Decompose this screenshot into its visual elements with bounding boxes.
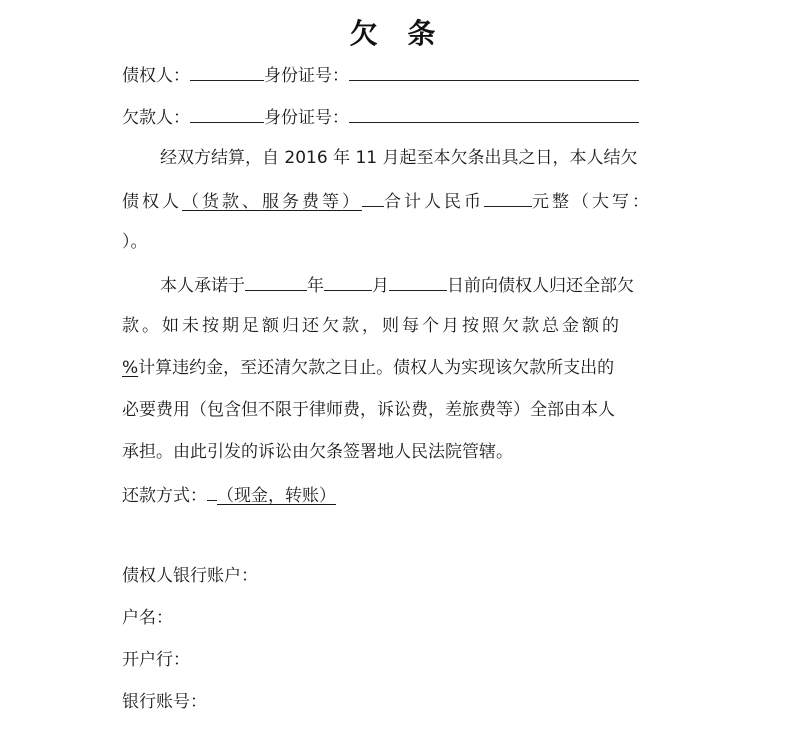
repayment-lead-blank bbox=[207, 482, 217, 501]
p1-goods-blank bbox=[362, 188, 384, 207]
document-title: 欠 条 bbox=[349, 17, 446, 50]
account-number-label: 银行账号： bbox=[122, 692, 207, 712]
p1-creditor-text: 债权人 bbox=[122, 192, 182, 212]
p2-day-text: 日前向债权人归还全部欠 bbox=[447, 276, 634, 296]
p1-goods-services: （货款、服务费等） bbox=[182, 192, 362, 212]
year-blank[interactable] bbox=[245, 272, 307, 291]
bank-branch-label: 开户行： bbox=[122, 650, 190, 670]
creditor-label: 债权人： bbox=[122, 66, 190, 86]
p2-line-3 bbox=[122, 356, 614, 380]
p2-line-5: 承担。由此引发的诉讼由欠条签署地人民法院管辖。 bbox=[122, 442, 513, 462]
repayment-method-line bbox=[122, 482, 336, 508]
p2-line-1 bbox=[160, 272, 634, 298]
debtor-id-blank[interactable] bbox=[349, 104, 639, 123]
p2-year-text: 年 bbox=[307, 276, 324, 296]
creditor-line bbox=[122, 62, 639, 88]
day-blank[interactable] bbox=[389, 272, 447, 291]
penalty-rate-blank[interactable]: % bbox=[122, 358, 139, 378]
month-blank[interactable] bbox=[324, 272, 372, 291]
p1-yuan-text: 元整（大写： bbox=[532, 192, 652, 212]
creditor-id-blank[interactable] bbox=[349, 62, 639, 81]
p2-promise-text: 本人承诺于 bbox=[160, 276, 245, 296]
debtor-id-label: 身份证号： bbox=[264, 108, 349, 128]
p1-total-text: 合计人民币 bbox=[384, 192, 484, 212]
debtor-name-blank[interactable] bbox=[190, 104, 264, 123]
bank-account-heading: 债权人银行账户： bbox=[122, 566, 258, 586]
creditor-name-blank[interactable] bbox=[190, 62, 264, 81]
p2-penalty-text: 计算违约金，至还清欠款之日止。债权人为实现该欠款所支出的 bbox=[138, 358, 615, 378]
amount-blank[interactable] bbox=[484, 188, 532, 207]
p1-line-2 bbox=[122, 188, 652, 214]
repayment-method-label: 还款方式： bbox=[122, 486, 207, 506]
debtor-line bbox=[122, 104, 639, 130]
creditor-id-label: 身份证号： bbox=[264, 66, 349, 86]
repayment-method-value: （现金，转账） bbox=[217, 486, 336, 506]
p1-line-3: ）。 bbox=[122, 232, 148, 252]
p2-line-4: 必要费用（包含但不限于律师费，诉讼费，差旅费等）全部由本人 bbox=[122, 400, 615, 420]
p2-line-2: 款。如未按期足额归还欠款，则每个月按照欠款总金额的 bbox=[122, 316, 622, 336]
p1-line-1: 经双方结算，自 2016 年 11 月起至本欠条出具之日，本人结欠 bbox=[160, 148, 638, 168]
debtor-label: 欠款人： bbox=[122, 108, 190, 128]
p2-month-text: 月 bbox=[372, 276, 389, 296]
account-name-label: 户名： bbox=[122, 608, 173, 628]
